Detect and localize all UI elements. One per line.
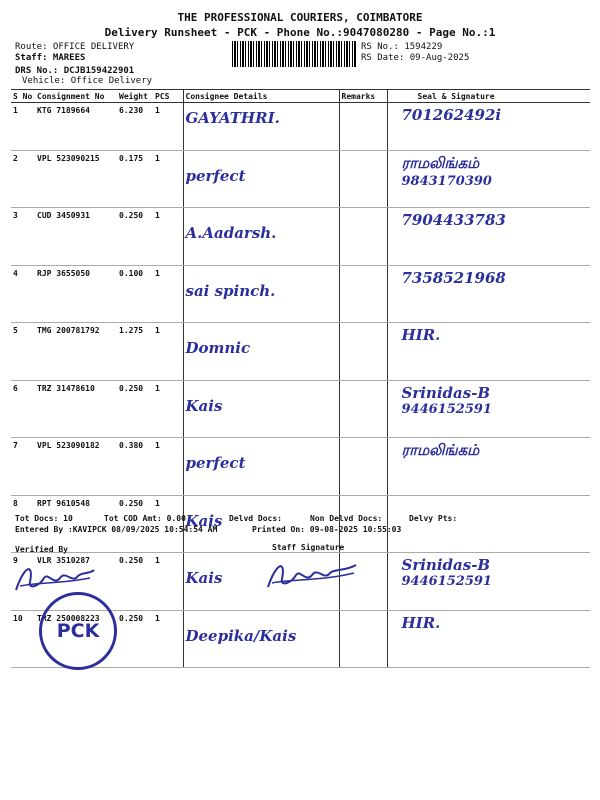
consignee-name: [183, 103, 339, 151]
table-row: [11, 265, 590, 323]
seal-line-1: ராமலிங்கம்: [401, 153, 480, 172]
seal-signature: [387, 208, 590, 266]
consignee-name: [183, 208, 339, 266]
remarks-cell: [339, 150, 387, 208]
pcs-value: 1: [153, 150, 183, 208]
consignee-handwriting: GAYATHRI.: [185, 109, 280, 127]
seal-line-2: 9843170390: [401, 173, 492, 189]
consignee-name: [183, 438, 339, 496]
total-cod: Tot COD Amt: 0.00: [104, 514, 186, 523]
consignee-name: [183, 265, 339, 323]
consignment-number: CUD 3450931: [35, 208, 117, 266]
consignment-number: TRZ 31478610: [35, 380, 117, 438]
seal-line-1: Srinidas-B: [401, 383, 491, 402]
consignment-number: VLR 3510287: [35, 553, 117, 611]
consignment-number: TMG 200781792: [35, 323, 117, 381]
verified-by-label: Verified By: [15, 545, 68, 554]
seal-line-1: 7358521968: [401, 268, 506, 287]
seal-signature: [387, 265, 590, 323]
weight-value: 0.100: [117, 265, 153, 323]
delivery-points: Delvy Pts:: [409, 514, 458, 523]
col-consignee: Consignee Details: [183, 90, 339, 103]
col-seal: Seal & Signature: [387, 90, 590, 103]
consignment-number: VPL 523090215: [35, 150, 117, 208]
weight-value: 1.275: [117, 323, 153, 381]
weight-value: 0.175: [117, 150, 153, 208]
remarks-cell: [339, 495, 387, 553]
row-sno: 10: [11, 610, 35, 668]
row-sno: 1: [11, 103, 35, 151]
staff-label: Staff: MAREES: [15, 53, 86, 63]
seal-signature: [387, 610, 590, 668]
staff-signature: [262, 553, 362, 595]
total-docs: Tot Docs: 10: [15, 514, 73, 523]
table-row: [11, 208, 590, 266]
seal-signature: [387, 553, 590, 611]
staff-signature-label: Staff Signature: [272, 543, 345, 552]
delivered-docs: Delvd Docs:: [229, 514, 282, 523]
row-sno: 5: [11, 323, 35, 381]
consignment-number: RPT 9610548: [35, 495, 117, 553]
seal-signature: [387, 323, 590, 381]
seal-signature: [387, 438, 590, 496]
table-header-row: [11, 90, 590, 103]
consignee-handwriting: A.Aadarsh.: [185, 224, 277, 242]
pcs-value: 1: [153, 553, 183, 611]
company-title: THE PROFESSIONAL COURIERS, COIMBATORE: [177, 11, 423, 24]
col-sno: S No: [11, 90, 35, 103]
consignment-number: VPL 523090182: [35, 438, 117, 496]
row-sno: 9: [11, 553, 35, 611]
table-row: [11, 103, 590, 151]
consignee-handwriting: Deepika/Kais: [185, 626, 297, 645]
consignee-handwriting: Kais: [185, 569, 223, 587]
pcs-value: 1: [153, 438, 183, 496]
consignee-handwriting: Kais: [185, 511, 223, 530]
remarks-cell: [339, 208, 387, 266]
weight-value: 0.250: [117, 610, 153, 668]
printed-on: Printed On: 09-08-2025 10:55:03: [252, 525, 402, 534]
row-sno: 8: [11, 495, 35, 553]
barcode: [232, 41, 356, 67]
consignee-handwriting: Kais: [185, 396, 223, 415]
pcs-value: 1: [153, 265, 183, 323]
weight-value: 0.250: [117, 208, 153, 266]
col-remarks: Remarks: [339, 90, 387, 103]
remarks-cell: [339, 323, 387, 381]
row-sno: 4: [11, 265, 35, 323]
seal-line-1: Srinidas-B: [401, 556, 491, 574]
seal-line-1: 701262492i: [401, 106, 502, 124]
non-delivered-docs: Non Delvd Docs:: [310, 514, 383, 523]
verified-signature: [10, 556, 100, 598]
consignee-handwriting: sai spinch.: [185, 281, 276, 300]
seal-line-1: HIR.: [401, 613, 441, 632]
drs-label: DRS No.: DCJB159422901: [15, 66, 135, 76]
table-row: [11, 438, 590, 496]
runsheet-subtitle: Delivery Runsheet - PCK - Phone No.:9047080280 - Page No.:1: [104, 26, 496, 39]
consignee-handwriting: perfect: [185, 454, 246, 472]
pcs-value: 1: [153, 495, 183, 553]
pcs-value: 1: [153, 103, 183, 151]
pcs-value: 1: [153, 380, 183, 438]
row-sno: 2: [11, 150, 35, 208]
consignee-name: [183, 150, 339, 208]
consignment-number: RJP 3655050: [35, 265, 117, 323]
consignee-name: [183, 323, 339, 381]
remarks-cell: [339, 438, 387, 496]
seal-line-2: 9446152591: [401, 574, 492, 589]
consignment-number: KTG 7189664: [35, 103, 117, 151]
col-consignment: Consignment No: [35, 90, 117, 103]
vehicle-label: Vehicle: Office Delivery: [22, 76, 153, 86]
row-sno: 6: [11, 380, 35, 438]
seal-signature: [387, 150, 590, 208]
consignee-handwriting: Domnic: [185, 339, 251, 357]
seal-line-1: ராமலிங்கம்: [401, 441, 480, 459]
table-row: [11, 150, 590, 208]
col-weight: Weight: [117, 90, 153, 103]
table-row: [11, 323, 590, 381]
consignee-handwriting: perfect: [185, 166, 246, 185]
weight-value: 0.380: [117, 438, 153, 496]
remarks-cell: [339, 380, 387, 438]
table-row: [11, 380, 590, 438]
entered-by: Entered By :KAVIPCK 08/09/2025 10:54:54 AM: [15, 525, 218, 534]
remarks-cell: [339, 103, 387, 151]
seal-line-1: HIR.: [401, 326, 441, 344]
weight-value: 0.250: [117, 495, 153, 553]
pcs-value: 1: [153, 208, 183, 266]
seal-signature: [387, 495, 590, 553]
seal-line-2: 9446152591: [401, 401, 492, 417]
pcs-value: 1: [153, 323, 183, 381]
row-sno: 3: [11, 208, 35, 266]
seal-signature: [387, 103, 590, 151]
pcs-value: 1: [153, 610, 183, 668]
consignee-name: [183, 380, 339, 438]
weight-value: 6.230: [117, 103, 153, 151]
remarks-cell: [339, 610, 387, 668]
remarks-cell: [339, 265, 387, 323]
pck-stamp: [39, 592, 117, 670]
row-sno: 7: [11, 438, 35, 496]
seal-line-1: 7904433783: [401, 211, 506, 229]
col-pcs: PCS: [153, 90, 183, 103]
weight-value: 0.250: [117, 380, 153, 438]
consignment-number: TRZ 250008223: [35, 610, 117, 668]
stamp-text: PCK: [56, 620, 100, 642]
seal-signature: [387, 380, 590, 438]
consignee-name: [183, 610, 339, 668]
weight-value: 0.250: [117, 553, 153, 611]
route-label: Route: OFFICE DELIVERY: [15, 42, 135, 52]
rs-number: RS No.: 1594229: [361, 42, 443, 52]
rs-date: RS Date: 09-Aug-2025: [361, 53, 470, 63]
